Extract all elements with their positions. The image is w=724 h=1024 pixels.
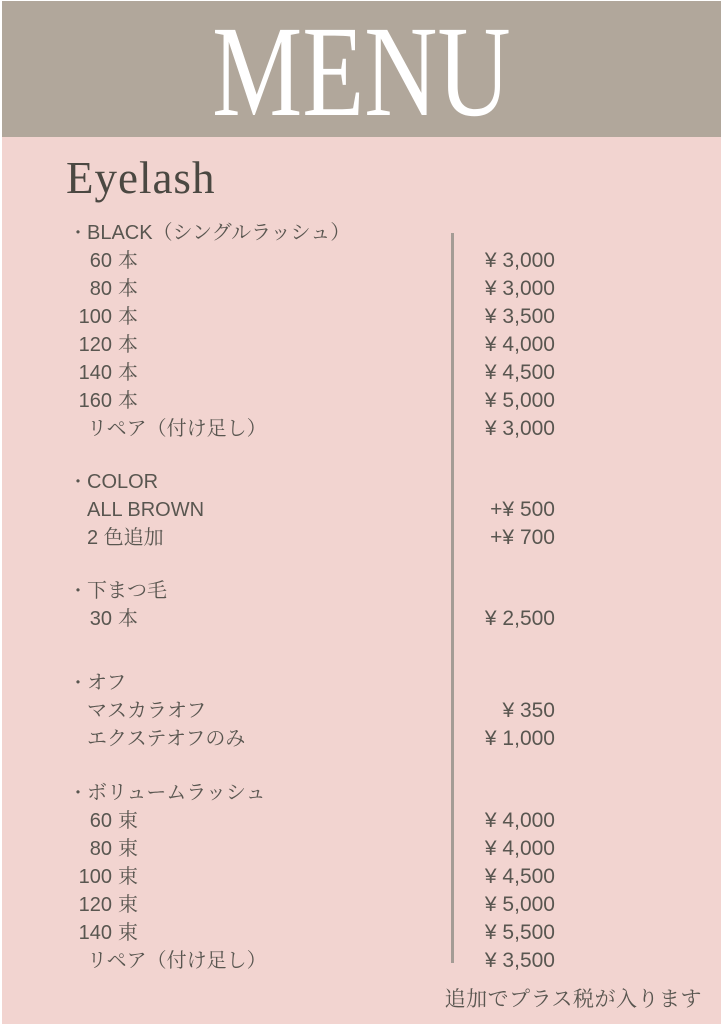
menu-item-row <box>68 725 555 753</box>
menu-section <box>68 779 555 975</box>
item-unit: 本 <box>118 390 138 412</box>
item-unit: 束 <box>118 838 138 860</box>
section-header: ボリュームラッシュ <box>87 782 266 804</box>
item-count: 30 <box>89 608 112 630</box>
menu-section <box>68 219 555 443</box>
item-price: ¥ 4,000 <box>484 333 555 356</box>
menu-item-row <box>68 524 555 552</box>
content <box>2 153 721 975</box>
item-price: ¥ 5,500 <box>484 921 555 944</box>
menu-item-row <box>68 863 555 891</box>
item-unit: 束 <box>118 922 138 944</box>
section-header: COLOR <box>87 471 159 493</box>
item-price: ¥ 350 <box>502 699 555 722</box>
menu-item-row <box>68 247 555 275</box>
item-price: ¥ 4,000 <box>484 837 555 860</box>
item-count: 100 <box>78 306 112 328</box>
item-unit: 本 <box>118 334 138 356</box>
menu-section <box>68 577 555 633</box>
menu-header-row <box>68 779 555 807</box>
menu-item-row <box>68 359 555 387</box>
item-label: ALL BROWN <box>87 499 205 521</box>
item-price: ¥ 3,500 <box>484 949 555 972</box>
item-price: ¥ 3,000 <box>484 277 555 300</box>
menu-item-row <box>68 835 555 863</box>
item-unit: 本 <box>118 608 138 630</box>
menu-header-row <box>68 577 555 605</box>
item-price: ¥ 3,000 <box>484 417 555 440</box>
item-price: ¥ 3,500 <box>484 305 555 328</box>
section-header: BLACK（シングルラッシュ） <box>87 222 351 244</box>
item-label: マスカラオフ <box>87 700 207 722</box>
bullet-icon: ・ <box>69 783 87 803</box>
item-unit: 本 <box>118 278 138 300</box>
item-count: 80 <box>89 278 112 300</box>
vertical-divider <box>451 233 454 963</box>
item-count: 100 <box>78 866 112 888</box>
item-price: ¥ 1,000 <box>484 727 555 750</box>
bullet-icon: ・ <box>69 472 87 492</box>
menu-section <box>68 468 555 552</box>
section-header: 下まつ毛 <box>87 580 167 602</box>
item-price: +¥ 500 <box>490 498 555 521</box>
menu-header-row <box>68 669 555 697</box>
item-price: +¥ 700 <box>490 526 555 549</box>
bullet-icon: ・ <box>69 223 87 243</box>
menu-item-row <box>68 303 555 331</box>
item-price: ¥ 5,000 <box>484 389 555 412</box>
menu-item-row <box>68 697 555 725</box>
item-unit: 束 <box>118 866 138 888</box>
item-label: 2 色追加 <box>87 527 164 549</box>
menu-item-row <box>68 387 555 415</box>
item-unit: 本 <box>118 362 138 384</box>
menu-title: MENU <box>212 1 511 137</box>
item-price: ¥ 5,000 <box>484 893 555 916</box>
item-count: 60 <box>89 810 112 832</box>
item-unit: 本 <box>118 306 138 328</box>
item-count: 140 <box>78 362 112 384</box>
item-unit: 本 <box>118 250 138 272</box>
menu-header-row <box>68 219 555 247</box>
tax-footnote: 追加でプラス税が入ります <box>444 988 702 1011</box>
menu-section <box>68 669 555 753</box>
menu-item-row <box>68 807 555 835</box>
item-price: ¥ 4,500 <box>484 865 555 888</box>
menu-item-row <box>68 919 555 947</box>
menu-item-row <box>68 947 555 975</box>
menu-header-row <box>68 468 555 496</box>
item-label: リペア（付け足し） <box>87 950 267 972</box>
banner <box>2 1 721 137</box>
item-label: エクステオフのみ <box>87 728 246 750</box>
bullet-icon: ・ <box>69 581 87 601</box>
item-unit: 束 <box>118 894 138 916</box>
item-count: 120 <box>78 334 112 356</box>
menu-list <box>68 219 555 975</box>
section-header: オフ <box>87 672 127 694</box>
menu-item-row <box>68 331 555 359</box>
item-price: ¥ 4,500 <box>484 361 555 384</box>
item-count: 160 <box>78 390 112 412</box>
eyelash-heading: Eyelash <box>66 153 216 203</box>
item-count: 120 <box>78 894 112 916</box>
menu-item-row <box>68 496 555 524</box>
item-price: ¥ 3,000 <box>484 249 555 272</box>
item-unit: 束 <box>118 810 138 832</box>
menu-item-row <box>68 891 555 919</box>
item-count: 60 <box>89 250 112 272</box>
item-count: 80 <box>89 838 112 860</box>
menu-item-row <box>68 275 555 303</box>
bullet-icon: ・ <box>69 673 87 693</box>
item-count: 140 <box>78 922 112 944</box>
item-price: ¥ 2,500 <box>484 607 555 630</box>
menu-item-row <box>68 415 555 443</box>
menu-item-row <box>68 605 555 633</box>
item-price: ¥ 4,000 <box>484 809 555 832</box>
item-label: リペア（付け足し） <box>87 418 267 440</box>
